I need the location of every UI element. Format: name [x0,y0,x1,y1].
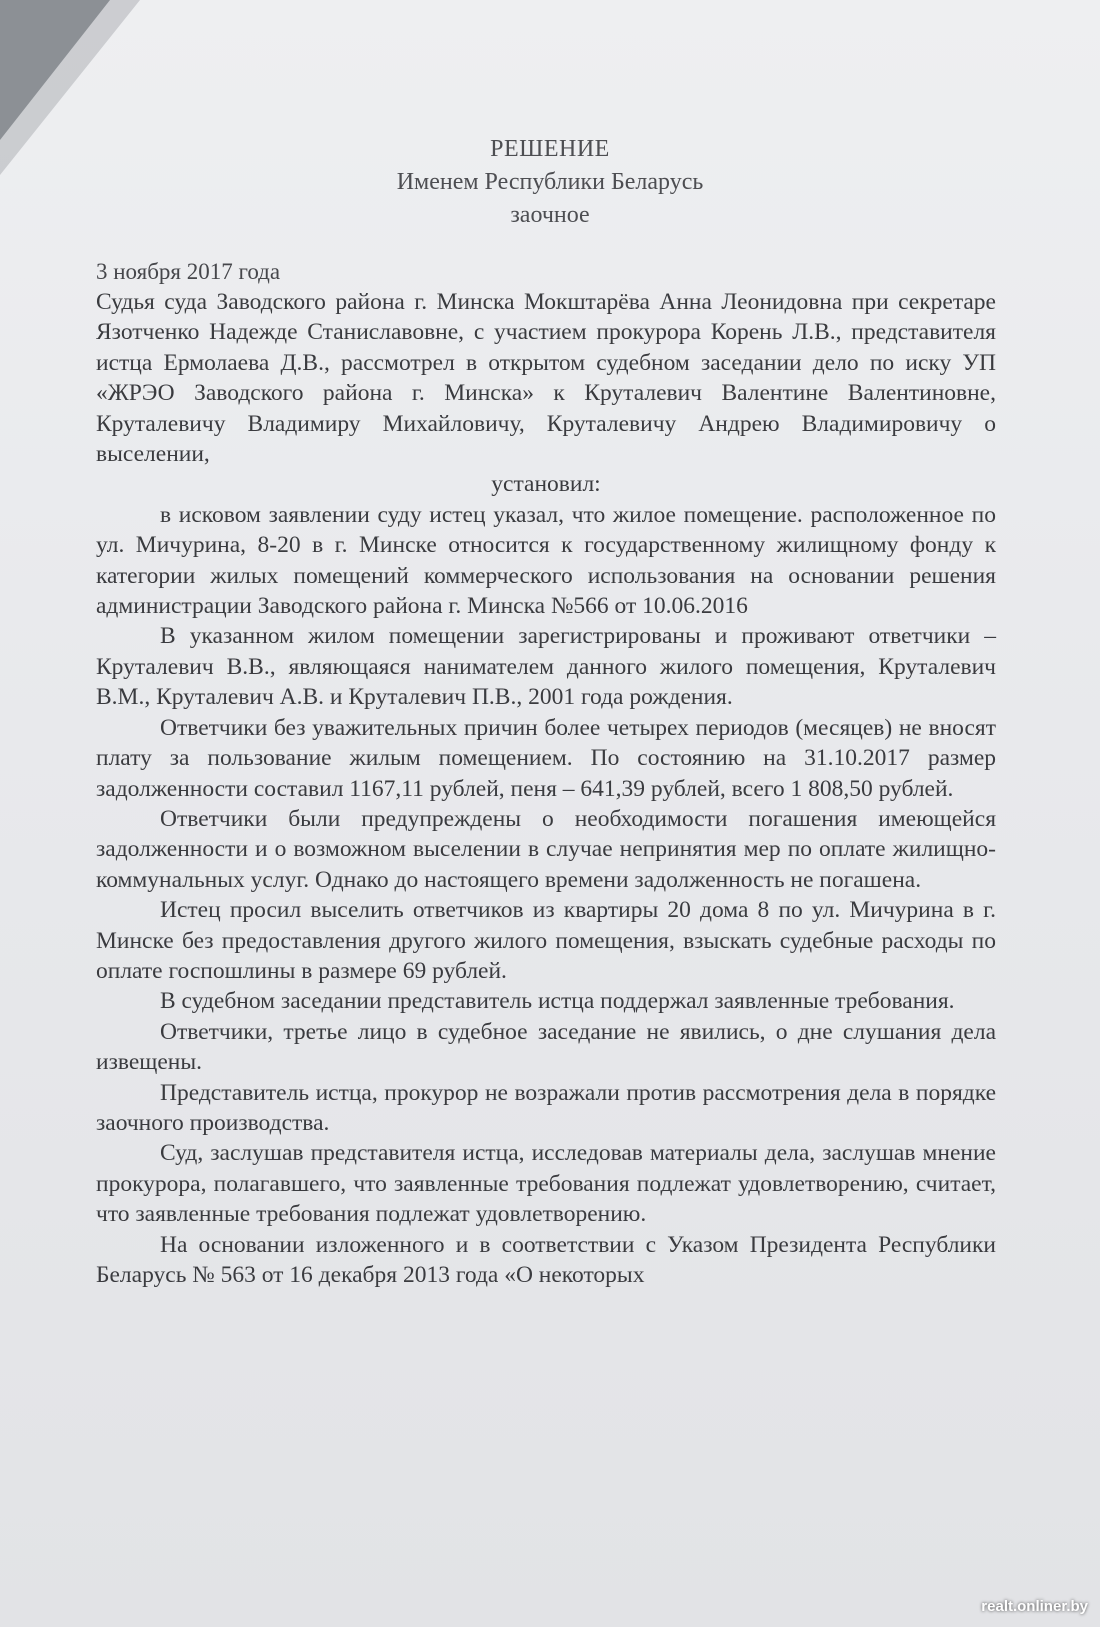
paragraph-request: Истец просил выселить ответчиков из квартиры 20 дома 8 по ул. Мичурина в г. Минске без предоставления другого жилого помещения, взыскать судебные расходы по оплате госпошлины в размере 69 рублей. [96,897,996,984]
established-heading: установил: [491,471,601,498]
paragraph-no-objection: Представитель истца, прокурор не возражали против рассмотрения дела в порядке заочного производства. [96,1079,996,1136]
paragraph-court-opinion: Суд, заслушав представителя истца, исследовав материалы дела, заслушав мнение прокурора, полагавшего, что заявленные требования подлежат удовлетворению, считает, что заявленные требования подлежат удовлетворению. [96,1140,996,1228]
paragraph-claim: в исковом заявлении суду истец указал, что жилое помещение. расположенное по ул. Мичурина, 8-20 в г. Минске относится к государственному жилищному фонду к категории жилых помещений коммерческого использования на основании решения администрации Заводского района г. Минска №566 от 10.06.2016 [96,501,996,620]
paragraph-basis: На основании изложенного и в соответствии с Указом Президента Республики Беларусь № 563 от 16 декабря 2013 года «О некоторых [96,1231,996,1288]
document-title: РЕШЕНИЕ [490,136,610,162]
page-corner-fold [0,0,110,140]
paragraph-absence: Ответчики, третье лицо в судебное заседание не явились, о дне слушания дела извещены. [96,1018,996,1076]
paragraph-residents: В указанном жилом помещении зарегистрированы и проживают ответчики – Круталевич В.В., являющаяся нанимателем данного жилого помещения, Круталевич В.М., Круталевич А.В. и Круталевич П.В., 2001 года рождения. [96,623,996,711]
document-body [96,287,996,1290]
intro-paragraph: Судья суда Заводского района г. Минска Мокштарёва Анна Леонидовна при секретаре Язотченко Надежде Станиславовне, с участием прокурора Корень Л.В., представителя истца Ермолаева Д.В., рассмотрел в открытом судебном заседании дело по иску УП «ЖРЭО Заводского района г. Минска» к Круталевич Валентине Валентиновне, Круталевичу Владимиру Михайловичу, Круталевичу Андрею Владимировичу о выселении, [96,289,996,468]
watermark: realt.onliner.by [981,1598,1088,1615]
paragraph-warning: Ответчики были предупреждены о необходимости погашения имеющейся задолженности и о возможном выселении в случае непринятия мер по оплате жилищно-коммунальных услуг. Однако до настоящего времени задолженность не погашена. [96,805,996,893]
paragraph-debt: Ответчики без уважительных причин более четырех периодов (месяцев) не вносят плату за пользование жилым помещением. По состоянию на 31.10.2017 размер задолженности составил 1167,11 рублей, пеня – 641,39 рублей, всего 1 808,50 рублей. [96,714,996,802]
document-date: 3 ноября 2017 года [96,259,281,284]
paragraph-hearing: В судебном заседании представитель истца поддержал заявленные требования. [160,988,955,1015]
document-subtitle: Именем Республики Беларусь [396,169,704,195]
document-type: заочное [510,202,590,228]
